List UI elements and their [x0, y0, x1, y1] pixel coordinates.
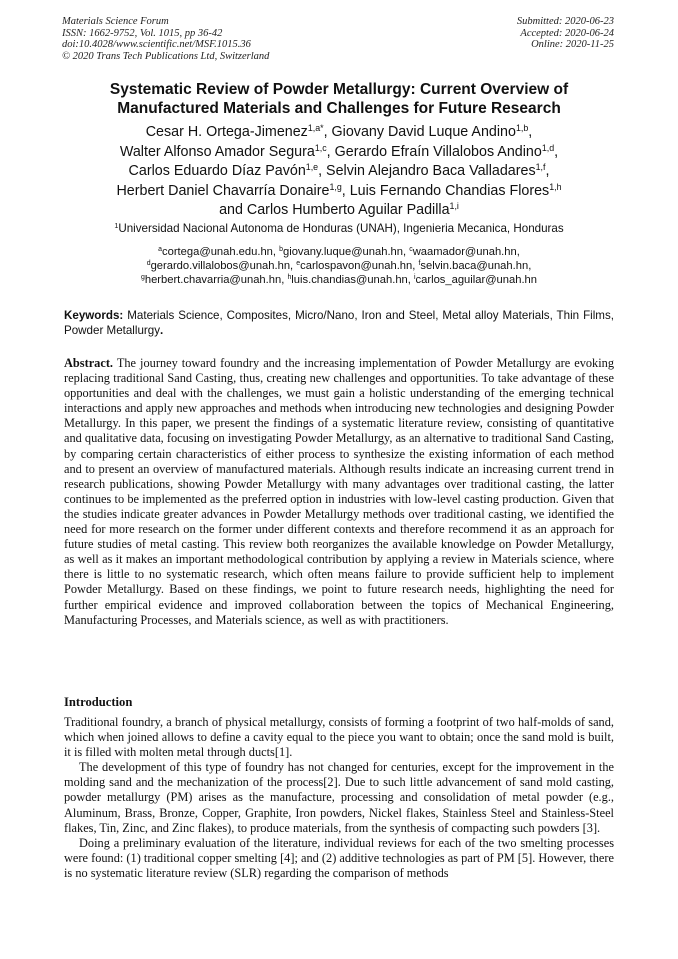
author-sup: 1,i — [449, 201, 459, 212]
online-date: Online: 2020-11-25 — [531, 39, 614, 50]
author-line-1 — [40, 123, 638, 143]
keywords-end: . — [160, 323, 164, 337]
email-sup: i — [414, 274, 416, 282]
author-list — [40, 123, 638, 221]
email-sup: a — [158, 246, 163, 254]
author-name: Gerardo Efraín Villalobos Andino — [334, 143, 542, 160]
email-line-2 — [40, 259, 638, 273]
author-sup: 1,h — [549, 181, 562, 192]
title-line-1: Systematic Review of Powder Metallurgy: Current Overview of — [109, 81, 569, 98]
page-header — [62, 16, 614, 62]
email-sup: d — [146, 260, 151, 268]
email-address[interactable]: luis.chandias@unah.hn — [291, 274, 408, 287]
author-sep: , — [545, 163, 550, 179]
title-line-2: Manufactured Materials and Challenges for Future Research — [117, 100, 561, 117]
author-sep: , — [341, 182, 350, 199]
email-line-1 — [40, 245, 638, 259]
intro-paragraph-1: Traditional foundry, a branch of physical metallurgy, consists of forming a footprint of two half-molds of sand, which when joined allows to define a cavity equal to the piece you want to obtain; once the sand mold is built, it is filled with molten metal through ducts[1]. — [64, 715, 614, 760]
journal-name: Materials Science Forum — [62, 16, 169, 27]
email-sup: f — [418, 260, 421, 268]
author-sep: , — [323, 124, 332, 140]
abstract — [64, 356, 614, 628]
email-sep: , — [290, 260, 297, 273]
journal-info — [62, 16, 269, 62]
author-sup: 1,f — [535, 162, 546, 173]
affiliation-sup: 1 — [114, 221, 119, 231]
author-sep: , — [318, 163, 327, 179]
author-sup: 1,d — [541, 142, 555, 153]
author-sep: , — [554, 143, 559, 160]
email-list — [40, 245, 638, 288]
intro-paragraph-3: Doing a preliminary evaluation of the literature, individual reviews for each of the two smelting processes were found: (1) traditional copper smelting [4]; and (2) additive technologies as part of PM [5]. However, there is no systematic literature review (SLR) regarding the comparison of methods — [64, 835, 614, 880]
section-heading-introduction: Introduction — [64, 695, 133, 709]
email-address[interactable]: waamador@unah.hn — [412, 246, 517, 258]
email-address[interactable]: herbert.chavarria@unah.hn — [144, 274, 282, 287]
email-address[interactable]: carlos_aguilar@unah.hn — [415, 274, 537, 287]
author-line-2 — [40, 143, 638, 163]
dates-info — [517, 16, 614, 51]
intro-paragraph-2: The development of this type of foundry has not changed for centuries, except for the improvement in the molding sand and the mechanization of the process[2]. Due to such little advancement of sand mold casting, powder metallurgy (PM) arises as the manufacture, processing and consolidation of metal powder (e.g., Aluminum, Brass, Bronze, Copper, Graphite, Iron powders, Nickel flakes, Stainless Steel and Stainless-Steel flakes, Tin, Zinc, and Zinc flakes), to produce materials, from the synthesis of compacting such powders [3]. — [64, 760, 614, 835]
email-sep: , — [528, 260, 532, 273]
doi[interactable]: doi:10.4028/www.scientific.net/MSF.1015.36 — [62, 39, 251, 50]
email-sep: , — [516, 246, 520, 258]
email-sep: , — [281, 274, 288, 287]
submitted-date: Submitted: 2020-06-23 — [516, 16, 614, 27]
introduction-body — [64, 715, 614, 881]
author-line-4 — [40, 182, 638, 202]
author-name: Carlos Eduardo Díaz Pavón — [128, 163, 306, 179]
keywords-text: Materials Science, Composites, Micro/Nano, Iron and Steel, Metal alloy Materials, Thin Films, Powder Metallurgy — [64, 309, 614, 337]
email-sep: , — [412, 260, 419, 273]
author-sep: , — [326, 143, 335, 160]
email-sup: e — [296, 260, 301, 268]
email-sep: , — [272, 246, 280, 258]
email-address[interactable]: carlospavon@unah.hn — [300, 260, 413, 273]
keywords — [64, 309, 614, 338]
author-name: Walter Alfonso Amador Segura — [119, 143, 315, 160]
accepted-date: Accepted: 2020-06-24 — [520, 27, 614, 39]
email-sup: h — [287, 274, 292, 282]
email-sep: , — [407, 274, 414, 287]
email-sup: b — [279, 246, 283, 254]
keywords-label: Keywords: — [64, 309, 124, 322]
email-address[interactable]: gerardo.villalobos@unah.hn — [150, 260, 291, 273]
author-sup: 1,g — [329, 181, 342, 192]
paper-title — [40, 80, 638, 118]
email-address[interactable]: giovany.luque@unah.hn — [282, 246, 403, 258]
affiliation-text: Universidad Nacional Autonoma de Honduras (UNAH), Ingenieria Mecanica, Honduras — [118, 222, 564, 235]
author-sup: 1,a* — [307, 123, 324, 134]
author-sup: 1,e — [305, 162, 319, 173]
abstract-text: The journey toward foundry and the increasing implementation of Powder Metallurgy are evoking replacing traditional Sand Casting, thus, creating new challenges and opportunities. To take advantage of these opportunities and deal with the challenges, we must gain a holistic understanding of the emerging technical interactions and apply new approaches and methods when introducing new technologies and designing Powder Metallurgy. In this paper, we present the findings of a systematic literature review, consisting of quantitative and qualitative data, focusing on investigating Powder Metallurgy, as an alternative to traditional Sand Casting, by comparing certain characteristics of either process to synthesize the existing information of each method and to present an overview of manufactured materials. Although results indicate an increasing current trend in research publications, showing Powder Metallurgy with many advantages over traditional casting, the latter continues to be implemented as the preferred option in industries with low-level casting production. Given that the studies indicate greater advances in Powder Metallurgy methods over traditional casting, we identified the need for more research on the former under different contexts and therefore recommend it as an approach for future studies of metal casting. This review both reorganizes the available knowledge on Powder Metallurgy, as well as it makes an important methodological contribution by applying a review in Materials science, where there is little to no systematic research, which often means failure to provide sufficient help to implement Powder Metallurgy. Based on these findings, we point to future research needs, highlighting the need for further empirical evidence and improved collaboration between the topics of Mechanical Engineering, Manufacturing Processes, and Materials science, as well as with practitioners. — [64, 356, 614, 627]
author-name: Herbert Daniel Chavarría Donaire — [116, 182, 330, 199]
author-sup: 1,b — [515, 123, 529, 134]
author-line-3 — [40, 162, 638, 182]
author-name: and Carlos Humberto Aguilar Padilla — [219, 202, 450, 218]
email-line-3 — [40, 273, 638, 287]
issn: ISSN: 1662-9752, Vol. 1015, pp 36-42 — [62, 27, 223, 39]
author-sup: 1,c — [314, 142, 327, 153]
email-address[interactable]: cortega@unah.edu.hn — [162, 246, 273, 258]
author-name: Cesar H. Ortega-Jimenez — [145, 124, 308, 140]
email-sup: c — [409, 246, 413, 254]
email-sep: , — [403, 246, 410, 258]
copyright: © 2020 Trans Tech Publications Ltd, Switzerland — [62, 50, 270, 62]
author-name: Luis Fernando Chandias Flores — [349, 182, 550, 199]
abstract-label: Abstract. — [64, 356, 114, 370]
author-sep: , — [528, 124, 533, 140]
email-sup: g — [140, 274, 145, 282]
author-name: Selvin Alejandro Baca Valladares — [326, 163, 536, 179]
author-name: Giovany David Luque Andino — [331, 124, 516, 140]
author-line-5 — [40, 201, 638, 221]
affiliation — [40, 222, 638, 236]
email-address[interactable]: selvin.baca@unah.hn — [420, 260, 529, 273]
